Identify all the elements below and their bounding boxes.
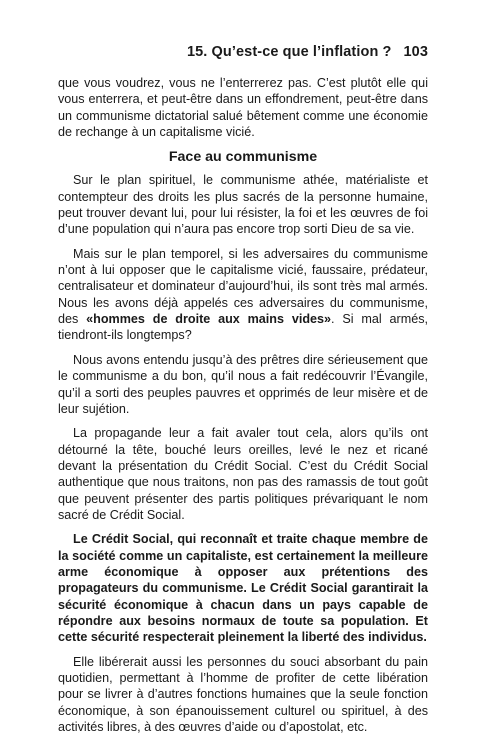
- chapter-title: 15. Qu’est-ce que l’inflation ?: [186, 44, 392, 60]
- running-header: [187, 44, 428, 60]
- emphasis-text: «hommes de droite aux mains vides»: [86, 312, 332, 327]
- paragraph: Elle libérerait aussi les personnes du souci absorbant du pain quotidien, permettant à l’homme de profiter de cette libération pour se livrer à d’autres fonctions humaines que la seule fonction économique, à son épanouissement culturel ou spirituel, à des activités libres, à des œuvres d’aide ou d’apostolat, etc.: [58, 654, 428, 735]
- bold-paragraph: Le Crédit Social, qui reconnaît et traite chaque membre de la société comme un capitaliste, est certainement la meilleure arme économique à opposer aux prétentions des propagateurs du communisme. Le Crédit Social garantirait la sécurité économique à chacun dans un pays capable de répondre aux besoins normaux de toute sa population. Et cette sécurité respecterait pleinement la liberté des individus.: [58, 532, 428, 645]
- body-text: [58, 75, 428, 743]
- paragraph: Sur le plan spirituel, le communisme athée, matérialiste et contempteur des droits les plus sacrés de la personne humaine, peut trouver devant lui, pour lui résister, la foi et les œuvres de foi d’une population qui n’aura pas encore trop sorti Dieu de sa vie.: [58, 173, 428, 237]
- paragraph: La propagande leur a fait avaler tout cela, alors qu’ils ont détourné la tête, bouché leurs oreilles, levé le nez et ricané devant la présentation du Crédit Social. C’est du Crédit Social authentique que nous traitons, non pas des ramassis de tout goût que peuvent présenter des partis politiques prévariquant le nom sacré de Crédit Social.: [58, 426, 428, 522]
- paragraph: Nous avons entendu jusqu’à des prêtres dire sérieusement que le communisme a du bon, qu’il nous a fait redécouvrir l’Évangile, qu’il a sorti des peuples pauvres et opprimés de leur misère et de leur sujétion.: [58, 352, 428, 416]
- page-number: 103: [403, 44, 428, 60]
- paragraph-text: Mais sur le plan temporel, si les adversaires du communisme n’ont à lui opposer que le capitalisme vicié, faussaire, prédateur, centralisateur et dominateur d’aujourd’hui, ils sont très mal armés. Nous les avons déjà appelés ces adversaires du communisme, des: [58, 246, 428, 327]
- paragraph-text: . Si mal armés, tiendront-ils longtemps?: [58, 312, 428, 343]
- paragraph: [58, 246, 428, 344]
- section-title: Face au communisme: [168, 149, 318, 166]
- paragraph-continued: que vous voudrez, vous ne l’enterrerez pas. C’est plutôt elle qui vous enterrera, et peut-être dans un effondrement, peut-être dans un communisme dictatorial salué bêtement comme une économie de rechange à un capitalisme vicié.: [58, 76, 428, 140]
